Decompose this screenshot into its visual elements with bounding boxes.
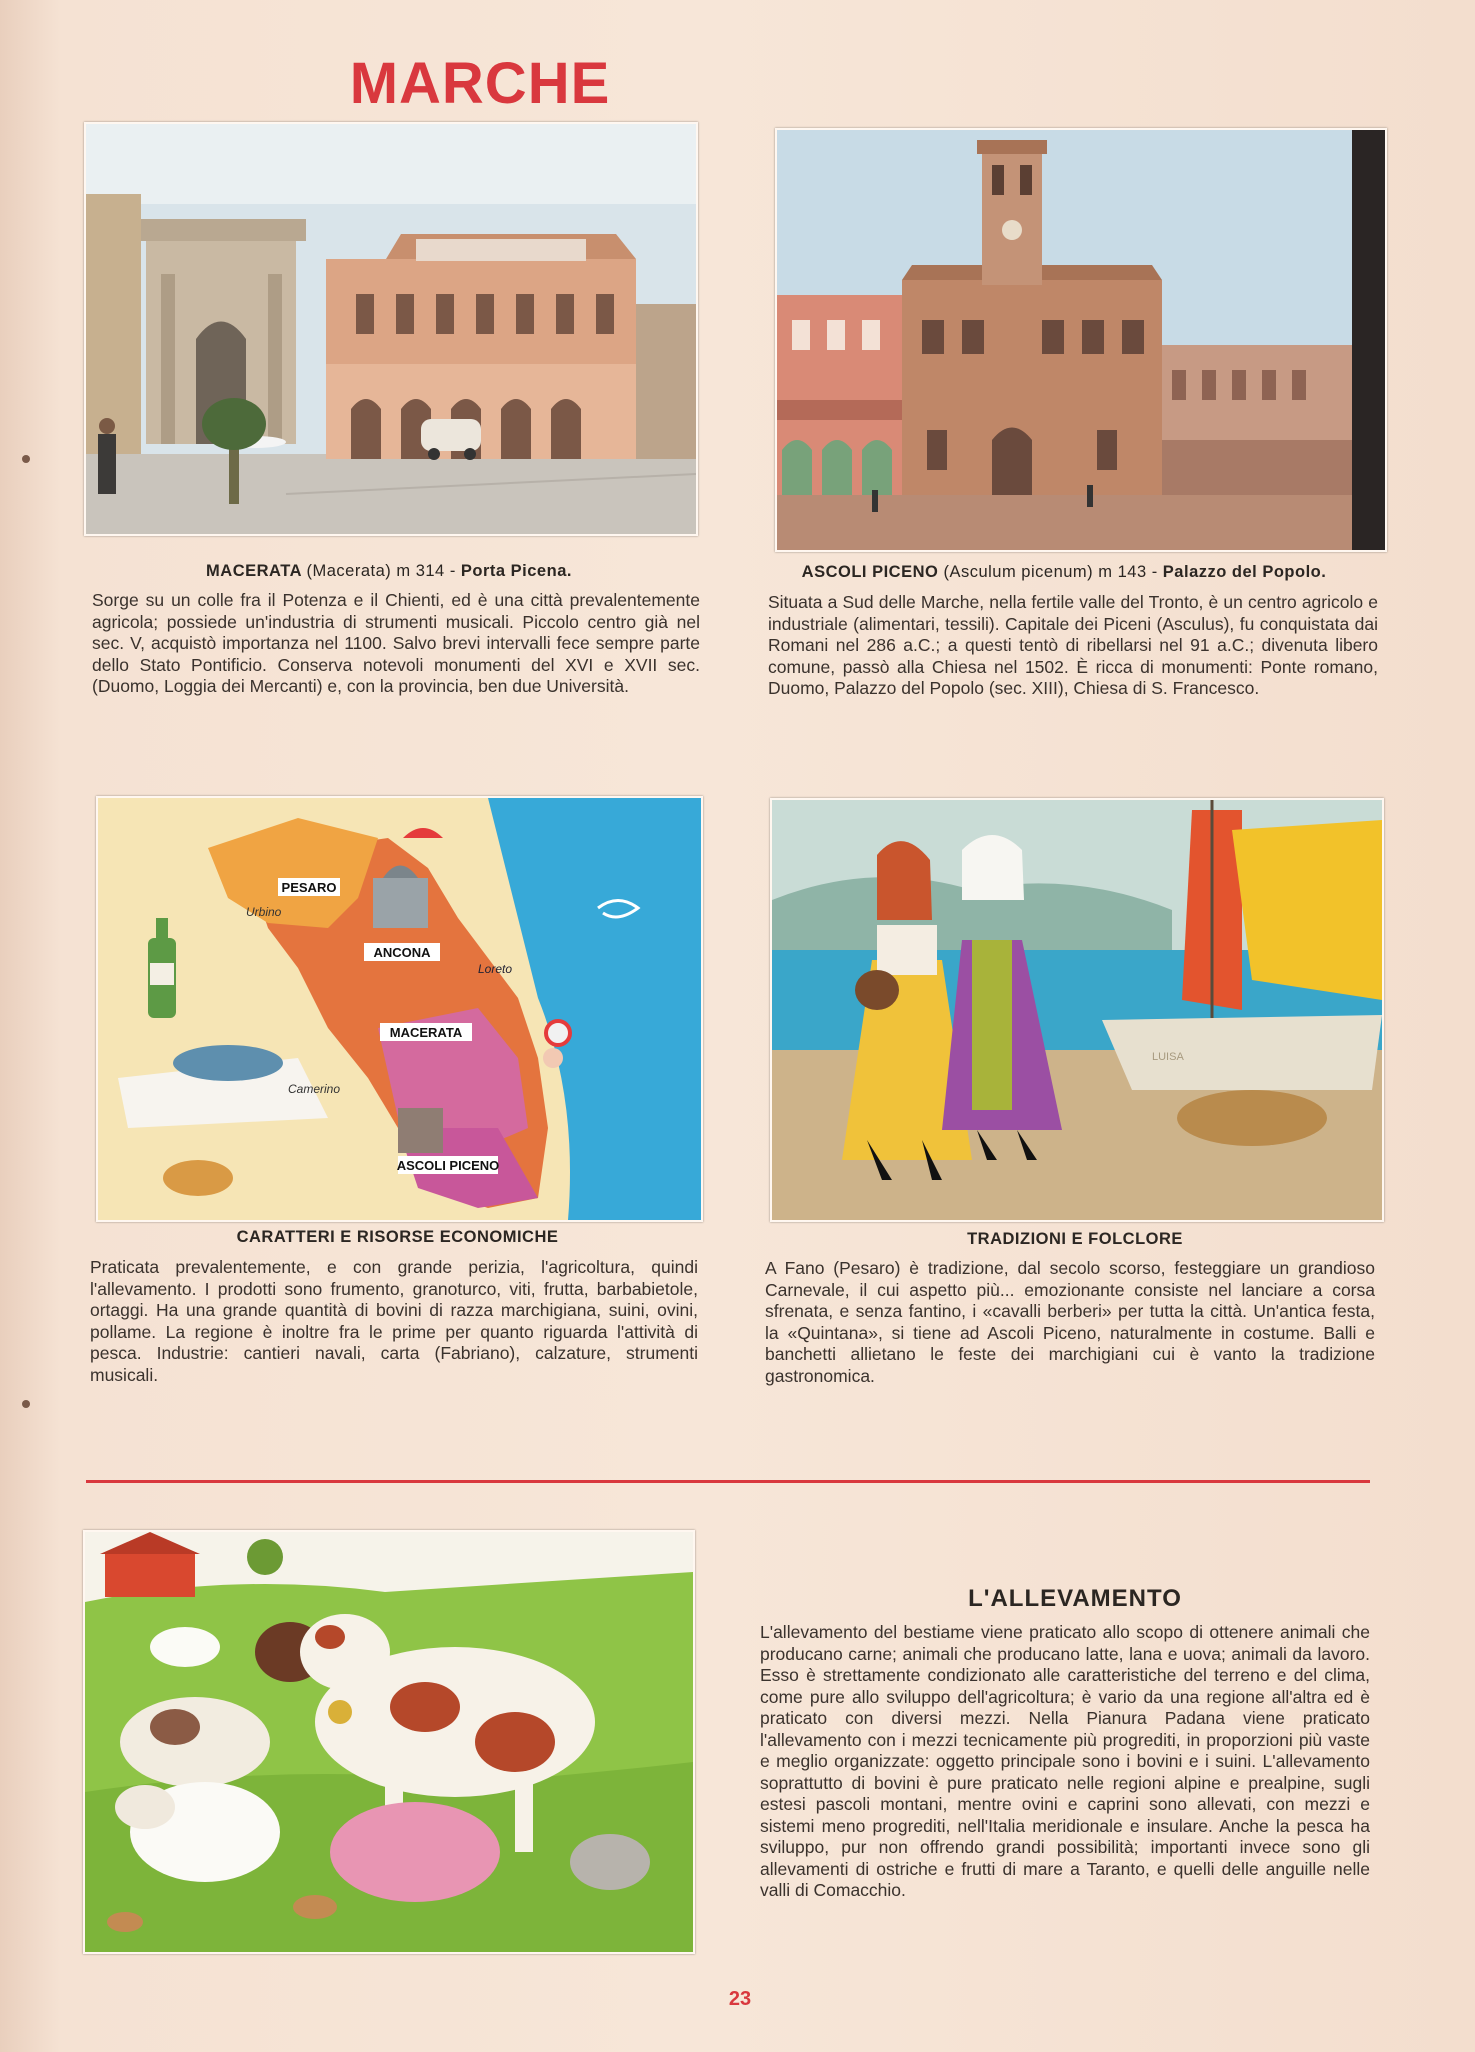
tradizioni-title: TRADIZIONI E FOLCLORE	[967, 1230, 1183, 1248]
section-divider	[86, 1480, 1370, 1483]
macerata-text: Sorge su un colle fra il Potenza e il Chienti, ed è una città prevalentemente agricola; possiede un'industria di strumenti musicali. Piccolo centro già nel sec. V, acquistò importanza nel 1100. Salvo brevi intervalli fece sempre parte dello Stato Pontificio. Conserva notevoli monumenti del XVI e XVII sec. (Duomo, Loggia dei Mercanti) e, con la provincia, ben due Università.	[92, 590, 700, 696]
allevamento-text: L'allevamento del bestiame viene praticato allo scopo di ottenere animali che producano carne; animali che producano latte, lana e uova; animali da lavoro. Esso è strettamente condizionato alle caratteristiche del terreno e del clima, come pure allo sviluppo dell'agricoltura; è vario da una regione all'altra ed è praticato con diversi mezzi. Nella Pianura Padana viene praticato l'allevamento con i mezzi tecnicamente più progrediti, in proporzioni più vaste e meglio organizzate: oggetto principale sono i bovini e i suini. L'allevamento soprattutto di bovini è pure praticato nelle regioni alpine e prealpine, sugli estesi pascoli montani, mentre ovini e caprini sono allevati, con mezzi e sistemi meno progrediti, nell'Italia meridionale e insulare. Anche la pesca ha sviluppo, pur non offrendo grandi possibilità; importanti invece sono gli allevamenti di ostriche e frutti di mare a Taranto, e quelli delle anguille nelle valli di Comacchio.	[760, 1622, 1370, 1900]
allevamento-title: L'ALLEVAMENTO	[968, 1585, 1182, 1612]
caption-subject: Porta Picena.	[460, 562, 572, 580]
marche-map-illustration	[96, 796, 703, 1222]
map-label-loreto: Loreto	[478, 962, 513, 976]
page-number: 23	[728, 1988, 752, 2010]
page-title: MARCHE	[349, 51, 611, 116]
binding-hole	[22, 455, 30, 463]
map-label-ascoli: ASCOLI PICENO	[396, 1158, 500, 1173]
caratteri-title: CARATTERI E RISORSE ECONOMICHE	[236, 1228, 559, 1246]
map-label-macerata: MACERATA	[389, 1025, 463, 1040]
folklore-illustration	[770, 798, 1384, 1222]
ascoli-text: Situata a Sud delle Marche, nella fertile valle del Tronto, è un centro agricolo e industriale (alimentari, tessili). Capitale dei Piceni (Asculus), fu conquistata dai Romani nel 286 a.C.; a questi tentò di ribellarsi nel 91 a.C.; divenuta libero comune, passò alla Chiesa nel 1502. È ricca di monumenti: Ponte romano, Duomo, Palazzo del Popolo (sec. XIII), Chiesa di S. Francesco.	[768, 592, 1378, 698]
livestock-illustration	[83, 1530, 695, 1954]
map-label-pesaro: PESARO	[281, 880, 337, 895]
caption-subject: Palazzo del Popolo.	[1162, 563, 1327, 581]
map-label-ancona: ANCONA	[373, 945, 431, 960]
map-label-camerino: Camerino	[288, 1082, 341, 1096]
caption-latin: (Asculum picenum)	[943, 563, 1094, 581]
caratteri-text: Praticata prevalentemente, e con grande perizia, l'agricoltura, quindi l'allevamento. I prodotti sono frumento, granoturco, viti, frutta, barbabietole, ortaggi. Ha una grande quantità di bovini di razza marchigiana, suini, ovini, pollame. La regione è inoltre fra le prime per quanto riguarda l'attività di pesca. Industrie: cantieri navali, carta (Fabriano), calzature, strumenti musicali.	[90, 1257, 698, 1385]
binding-hole	[22, 1400, 30, 1408]
boat-name: LUISA	[1152, 1051, 1184, 1063]
map-label-urbino: Urbino	[246, 905, 282, 919]
ascoli-photo	[775, 128, 1387, 552]
tradizioni-text: A Fano (Pesaro) è tradizione, dal secolo scorso, festeggiare un grandioso Carnevale, il cui aspetto più... emozionante consiste nel lanciare a corsa sfrenata, e senza fantino, i «cavalli berberi» per tutta la città. Un'antica festa, la «Quintana», si tiene ad Ascoli Piceno, naturalmente in costume. Balli e banchetti allietano le feste dei marchigiani cui è vanto la tradizione gastronomica.	[765, 1258, 1375, 1386]
macerata-caption-title	[84, 562, 694, 581]
caption-city: MACERATA	[206, 562, 302, 580]
ascoli-caption-title	[768, 563, 1360, 582]
caption-latin: (Macerata)	[306, 562, 392, 580]
caption-altitude: m 143 -	[1098, 563, 1158, 581]
caption-altitude: m 314 -	[396, 562, 456, 580]
macerata-photo	[84, 122, 698, 536]
caption-city: ASCOLI PICENO	[801, 563, 939, 581]
